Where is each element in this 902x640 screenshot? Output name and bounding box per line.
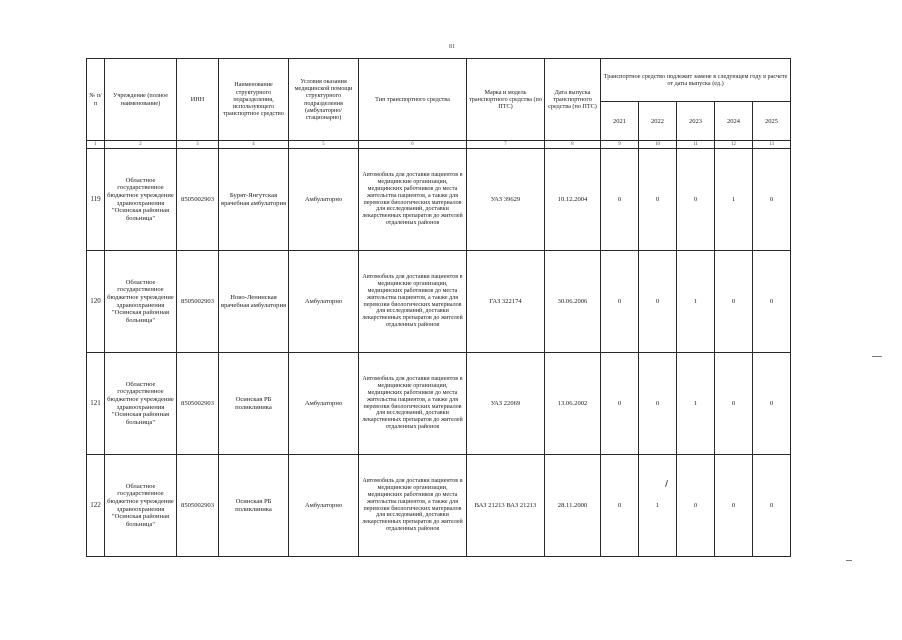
vehicle-registry-table xyxy=(86,58,791,557)
cell-subdivision: Бурят-Янгутская врачебная амбулатория xyxy=(219,149,289,251)
cell-2021: 0 xyxy=(601,251,639,353)
cell-vehicle-type: Автомобиль для доставки пациентов в медицинские организации, медицинских работников до места жительства пациентов, а также для перевозки биологических материалов для исследований, доставки лекарственных препаратов до жителей отдаленных районов xyxy=(359,353,467,455)
cell-release-date: 28.11.2000 xyxy=(545,455,601,557)
cell-conditions: Амбулаторно xyxy=(289,149,359,251)
cell-institution: Областное государственное бюджетное учреждение здравоохранения "Осинская районная больница" xyxy=(105,149,177,251)
cell-2025: 0 xyxy=(753,353,791,455)
cell-2023: 0 xyxy=(677,149,715,251)
cell-no: 120 xyxy=(87,251,105,353)
cell-2022: 0 xyxy=(639,251,677,353)
cell-conditions: Амбулаторно xyxy=(289,455,359,557)
cell-model: УАЗ 39629 xyxy=(467,149,545,251)
cell-2023: 1 xyxy=(677,353,715,455)
header-year-2024: 2024 xyxy=(715,102,753,141)
cell-release-date: 13.06.2002 xyxy=(545,353,601,455)
column-number: 8 xyxy=(545,141,601,149)
page-number: 81 xyxy=(449,44,455,50)
cell-inn: 8505002903 xyxy=(177,149,219,251)
header-year-2021: 2021 xyxy=(601,102,639,141)
column-number: 12 xyxy=(715,141,753,149)
column-numbers-row xyxy=(87,141,791,149)
cell-no: 122 xyxy=(87,455,105,557)
column-number: 5 xyxy=(289,141,359,149)
header-institution: Учреждение (полное наименование) xyxy=(105,59,177,141)
header-model: Марка и модель транспортного средства (по ПТС) xyxy=(467,59,545,141)
cell-inn: 8505002903 xyxy=(177,455,219,557)
cell-2023: 1 xyxy=(677,251,715,353)
column-number: 9 xyxy=(601,141,639,149)
header-subdivision: Наименование структурного подразделения, использующего транспортное средство xyxy=(219,59,289,141)
cell-vehicle-type: Автомобиль для доставки пациентов в медицинские организации, медицинских работников до места жительства пациентов, а также для перевозки биологических материалов для исследований, доставки лекарственных препаратов до жителей отдаленных районов xyxy=(359,251,467,353)
cell-subdivision: Ново-Ленинская врачебная амбулатория xyxy=(219,251,289,353)
header-inn: ИНН xyxy=(177,59,219,141)
cell-2022: 0 xyxy=(639,353,677,455)
cell-2025: 0 xyxy=(753,251,791,353)
cell-2021: 0 xyxy=(601,353,639,455)
cell-conditions: Амбулаторно xyxy=(289,251,359,353)
cell-2024: 0 xyxy=(715,455,753,557)
header-no: № п/п xyxy=(87,59,105,141)
cell-model: ГАЗ 322174 xyxy=(467,251,545,353)
cell-2022: 1 xyxy=(639,455,677,557)
cell-model: УАЗ 22069 xyxy=(467,353,545,455)
table-row xyxy=(87,149,791,251)
column-number: 2 xyxy=(105,141,177,149)
column-number: 3 xyxy=(177,141,219,149)
cell-2025: 0 xyxy=(753,455,791,557)
column-number: 4 xyxy=(219,141,289,149)
scan-mark xyxy=(872,356,882,357)
cell-2021: 0 xyxy=(601,455,639,557)
cell-institution: Областное государственное бюджетное учреждение здравоохранения "Осинская районная больница" xyxy=(105,353,177,455)
table-row xyxy=(87,455,791,557)
header-vehicle-type: Тип транспортного средства xyxy=(359,59,467,141)
cell-no: 121 xyxy=(87,353,105,455)
cell-conditions: Амбулаторно xyxy=(289,353,359,455)
cell-inn: 8505002903 xyxy=(177,251,219,353)
cell-vehicle-type: Автомобиль для доставки пациентов в медицинские организации, медицинских работников до места жительства пациентов, а также для перевозки биологических материалов для исследований, доставки лекарственных препаратов до жителей отдаленных районов xyxy=(359,455,467,557)
cell-2024: 0 xyxy=(715,353,753,455)
column-number: 11 xyxy=(677,141,715,149)
column-number: 7 xyxy=(467,141,545,149)
cell-no: 119 xyxy=(87,149,105,251)
cell-2024: 1 xyxy=(715,149,753,251)
scan-mark xyxy=(846,560,852,561)
cell-2022: 0 xyxy=(639,149,677,251)
cell-2025: 0 xyxy=(753,149,791,251)
column-number: 1 xyxy=(87,141,105,149)
cell-2021: 0 xyxy=(601,149,639,251)
cell-institution: Областное государственное бюджетное учреждение здравоохранения "Осинская районная больница" xyxy=(105,455,177,557)
header-year-2022: 2022 xyxy=(639,102,677,141)
cell-release-date: 30.06.2006 xyxy=(545,251,601,353)
header-release-date: Дата выпуска транспортного средства (по ПТС) xyxy=(545,59,601,141)
cell-subdivision: Осинская РБ поликлиника xyxy=(219,455,289,557)
cell-2024: 0 xyxy=(715,251,753,353)
header-year-2023: 2023 xyxy=(677,102,715,141)
column-number: 13 xyxy=(753,141,791,149)
header-year-2025: 2025 xyxy=(753,102,791,141)
cell-subdivision: Осинская РБ поликлиника xyxy=(219,353,289,455)
cell-release-date: 10.12.2004 xyxy=(545,149,601,251)
header-replacement: Транспортное средство подлежит замене в следующем году в расчете от даты выпуска (ед.) xyxy=(601,59,791,102)
cell-inn: 8505002903 xyxy=(177,353,219,455)
column-number: 10 xyxy=(639,141,677,149)
cell-2023: 0 xyxy=(677,455,715,557)
column-number: 6 xyxy=(359,141,467,149)
cell-vehicle-type: Автомобиль для доставки пациентов в медицинские организации, медицинских работников до места жительства пациентов, а также для перевозки биологических материалов для исследований, доставки лекарственных препаратов до жителей отдаленных районов xyxy=(359,149,467,251)
table-row xyxy=(87,353,791,455)
cell-institution: Областное государственное бюджетное учреждение здравоохранения "Осинская районная больница" xyxy=(105,251,177,353)
cell-model: ВАЗ 21213 ВАЗ 21213 xyxy=(467,455,545,557)
header-row xyxy=(87,59,791,102)
header-conditions: Условия оказания медицинской помощи структурного подразделения (амбулаторно/ стационарно) xyxy=(289,59,359,141)
table-row xyxy=(87,251,791,353)
